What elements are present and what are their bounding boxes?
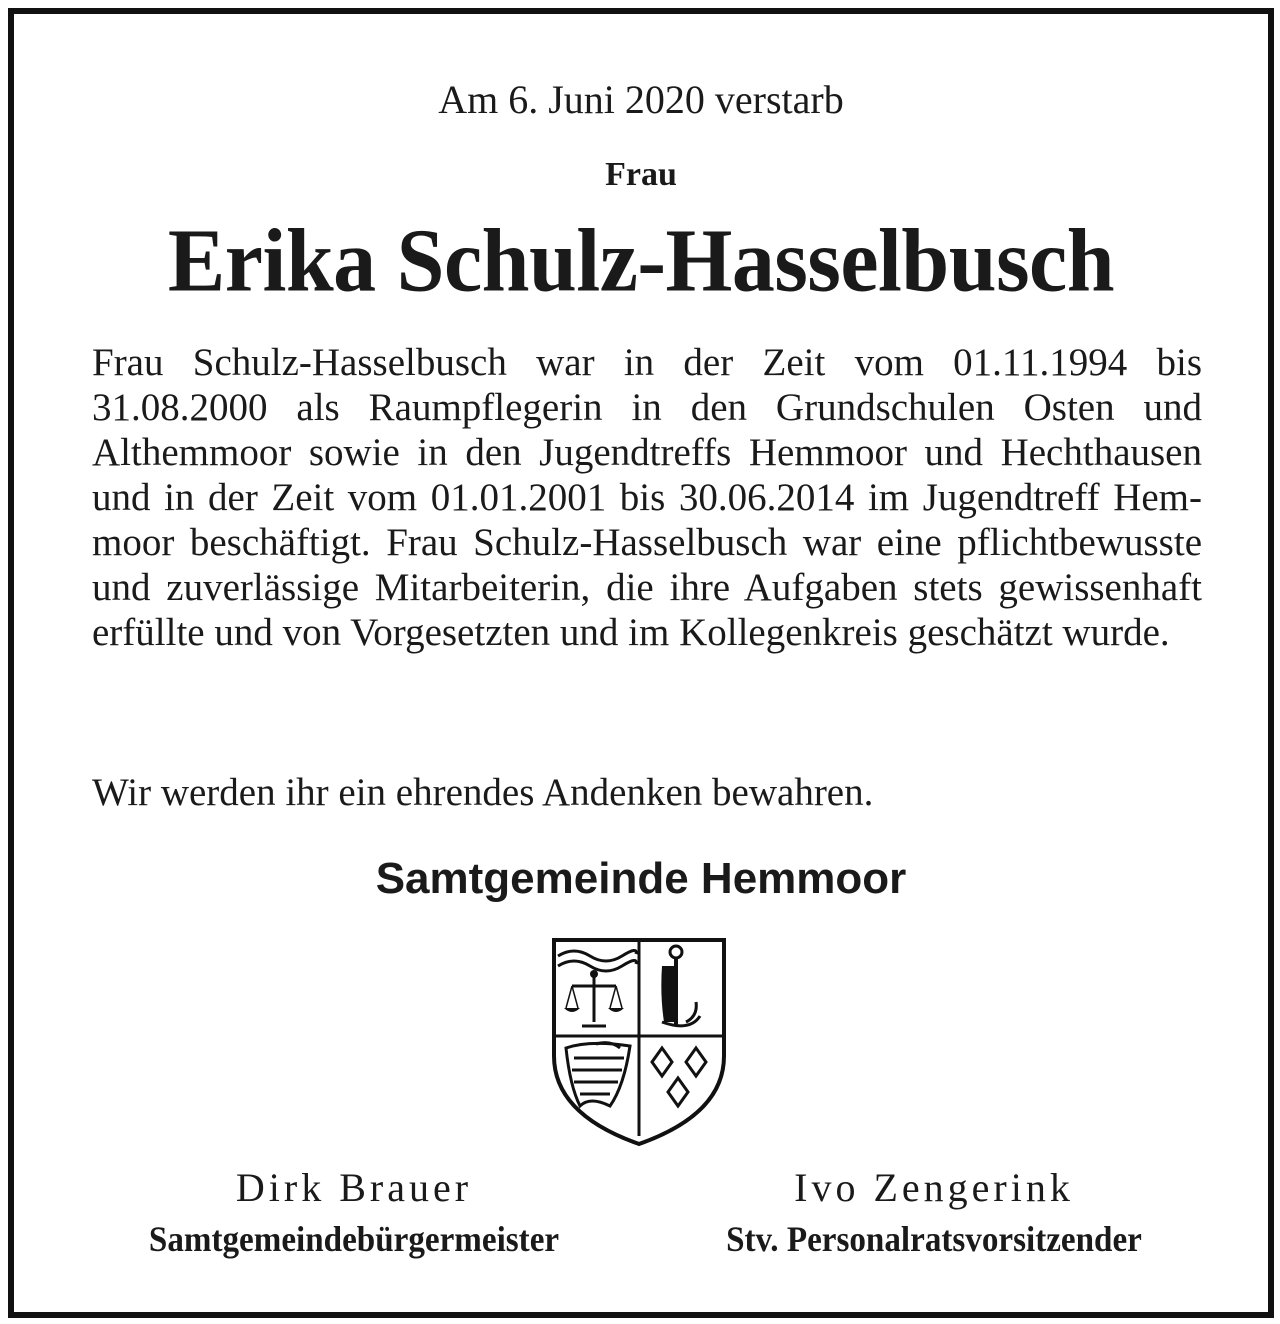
organization-name: Samtgemeinde Hemmoor [375,854,907,903]
signatory-title-left: Samtgemeindebürgermeister [148,1219,560,1259]
signatory-name-right: Ivo Zengerink [794,1165,1074,1210]
signatory-title-right: Stv. Personalratsvorsitzender [726,1219,1142,1259]
closing-line: Wir werden ihr ein ehrendes Andenken bewahren. [92,771,874,814]
coat-of-arms-icon [550,936,728,1148]
salutation: Frau [605,156,677,193]
obituary-notice [8,8,1274,1318]
deceased-name: Erika Schulz-Hasselbusch [167,209,1115,311]
intro-line: Am 6. Juni 2020 verstarb [438,77,844,122]
signatory-name-left: Dirk Brauer [235,1165,473,1210]
body-paragraph: Frau Schulz-Hasselbusch war in der Zeit vom 01.11.1994 bis 31.08.2000 als Raumpflegerin in den Grundschulen Osten und Althemmoor sowie in den Jugendtreffs Hemmoor und Hechthausen und in der Zeit vom 01.01.2001 bis 30.06.2014 im Jugendtreff Hemmoor beschäftigt. Frau Schulz-Hasselbusch war eine pflichtbewusste und zuverlässige Mitarbeiterin, die ihre Aufgaben stets gewissenhaft erfüllte und von Vorgesetzten und im Kollegenkreis geschätzt wurde. [92,341,1202,654]
